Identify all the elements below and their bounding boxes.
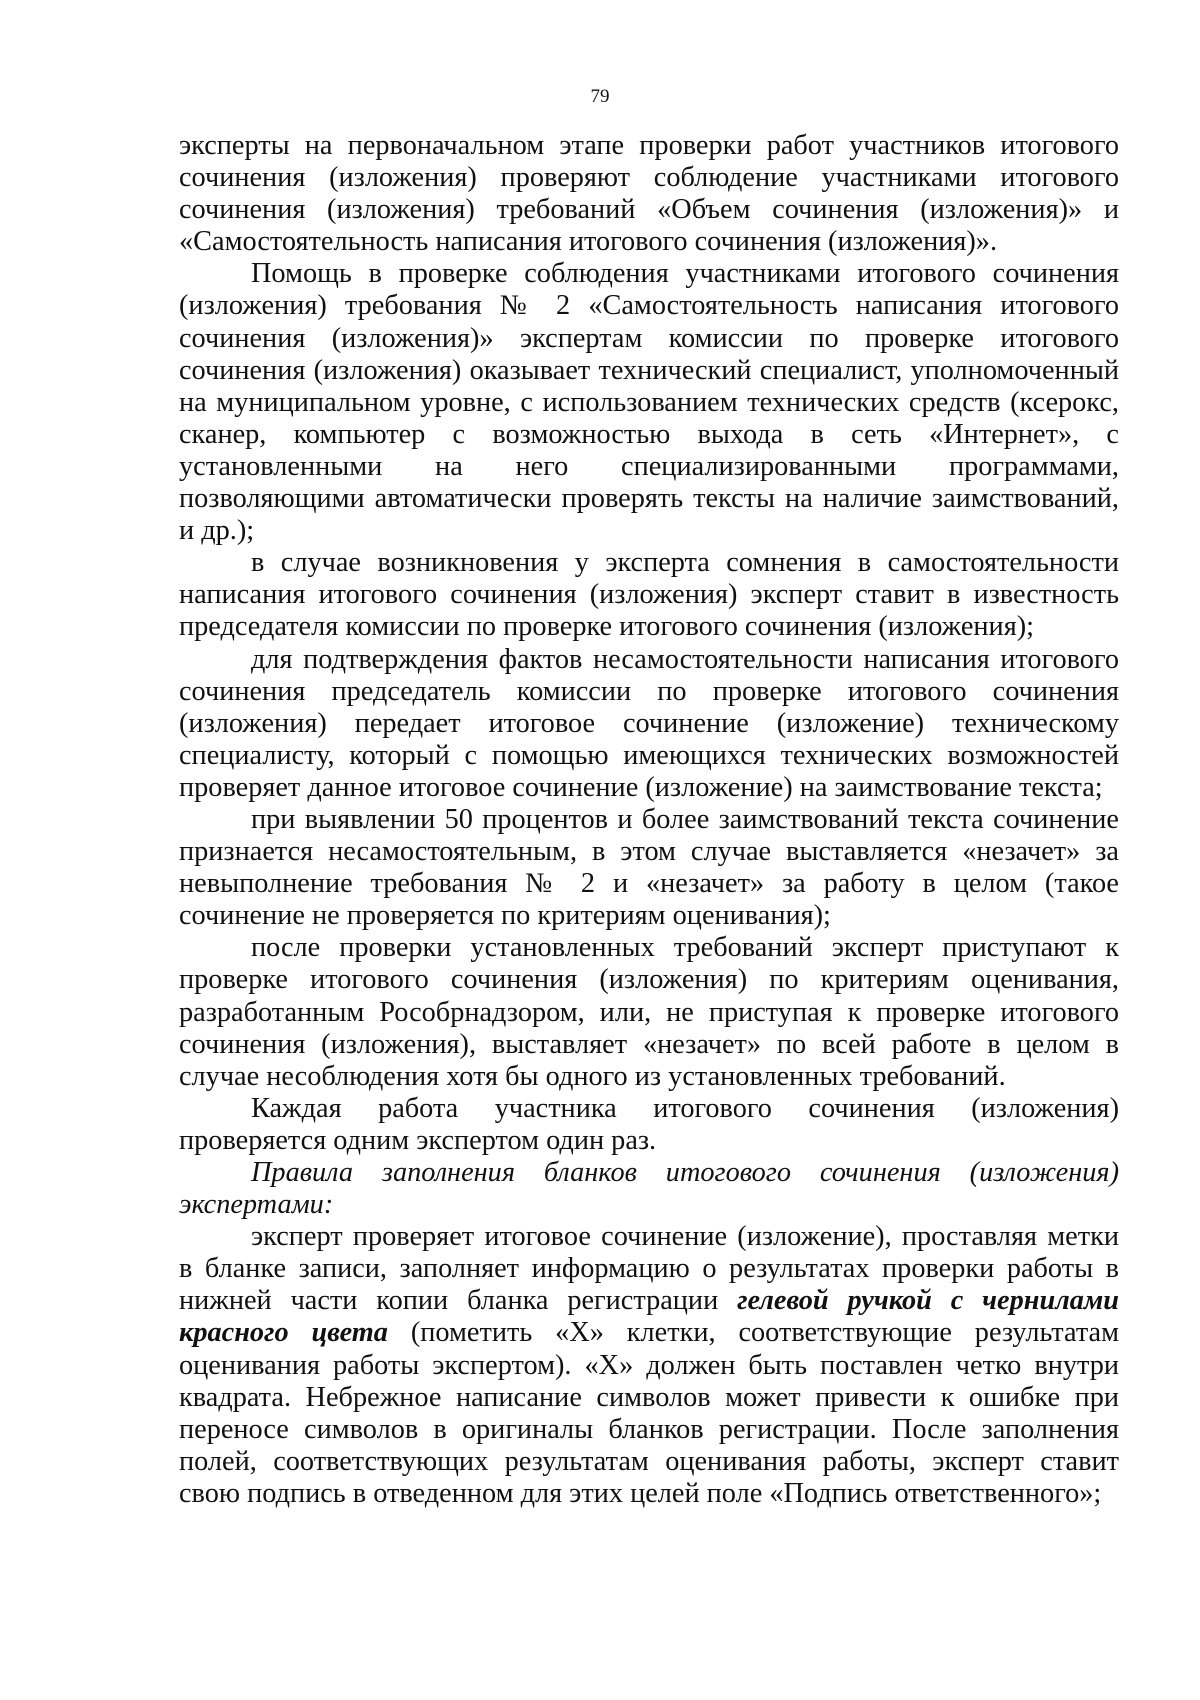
form-filling-text-start: эксперт проверяет итоговое сочинение (изложение), проставляя метки в бланке записи, заполняет информацию о результатах проверки работы в нижней части копии бланка регистрации (179, 1221, 1119, 1317)
body-text (179, 130, 1119, 1510)
paragraph-form-filling (179, 1221, 1119, 1510)
page-number: 79 (590, 86, 610, 107)
form-filling-text-end: (пометить «X» клетки, соответствующие результатам оценивания работы экспертом). «X» должен быть поставлен четко внутри квадрата. Небрежное написание символов может привести к ошибке при переносе символов в оригиналы бланков регистрации. После заполнения полей, соответствующих результатам оценивания работы, эксперт ставит свою подпись в отведенном для этих целей поле «Подпись ответственного»; (179, 1317, 1119, 1509)
paragraph-criteria-check: после проверки установленных требований эксперт приступают к проверке итогового сочинения (изложения) по критериям оценивания, разработанным Рособрнадзором, или, не приступая к проверке итогового сочинения (изложения), выставляет «незачет» по всей работе в целом в случае несоблюдения хотя бы одного из установленных требований. (179, 932, 1119, 1092)
paragraph-form-rules-heading: Правила заполнения бланков итогового сочинения (изложения) экспертами: (179, 1157, 1119, 1221)
paragraph-experts-first-stage: эксперты на первоначальном этапе проверки работ участников итогового сочинения (изложения) проверяют соблюдение участниками итогового сочинения (изложения) требований «Объем сочинения (изложения)» и «Самостоятельность написания итогового сочинения (изложения)». (179, 130, 1119, 258)
paragraph-technical-specialist-help: Помощь в проверке соблюдения участниками итогового сочинения (изложения) требования № 2 «Самостоятельность написания итогового сочинения (изложения)» экспертам комиссии по проверке итогового сочинения (изложения) оказывает технический специалист, уполномоченный на муниципальном уровне, с использованием технических средств (ксерокс, сканер, компьютер с возможностью выхода в сеть «Интернет», с установленными на него специализированными программами, позволяющими автоматически проверять тексты на наличие заимствований, и др.); (179, 258, 1119, 547)
paragraph-fifty-percent-rule: при выявлении 50 процентов и более заимствований текста сочинение признается несамостоятельным, в этом случае выставляется «незачет» за невыполнение требования № 2 и «незачет» за работу в целом (такое сочинение не проверяется по критериям оценивания); (179, 803, 1119, 932)
paragraph-borrowing-check: для подтверждения фактов несамостоятельности написания итогового сочинения председатель комиссии по проверке итогового сочинения (изложения) передает итоговое сочинение (изложение) техническому специалисту, который с помощью имеющихся технических возможностей проверяет данное итоговое сочинение (изложение) на заимствование текста; (179, 643, 1119, 803)
paragraph-expert-doubt: в случае возникновения у эксперта сомнения в самостоятельности написания итогового сочинения (изложения) эксперт ставит в известность председателя комиссии по проверке итогового сочинения (изложения); (179, 547, 1119, 643)
paragraph-one-expert: Каждая работа участника итогового сочинения (изложения) проверяется одним экспертом один раз. (179, 1092, 1119, 1156)
red-gel-pen-emphasis: гелевой ручкой с чернилами красного цвета (179, 1285, 1119, 1349)
